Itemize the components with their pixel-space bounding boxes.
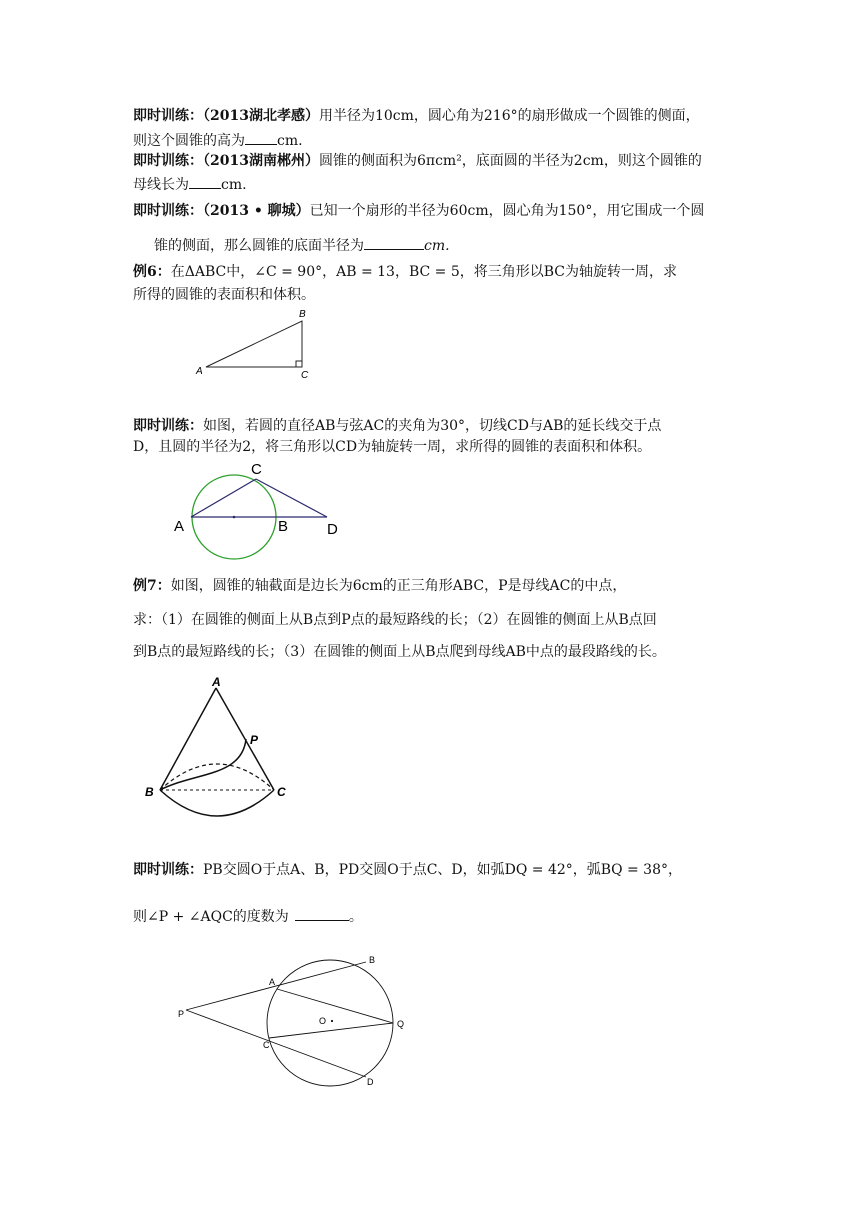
- vertex-label-a: A: [212, 675, 221, 689]
- triangle-abc: [206, 321, 302, 367]
- chord-ac: [191, 479, 256, 517]
- practice-label: 即时训练：: [133, 203, 203, 219]
- vertex-label-a: A: [196, 366, 203, 377]
- tangent-cd: [256, 479, 327, 517]
- circle-o: [267, 960, 393, 1086]
- point-label-a: A: [269, 977, 276, 987]
- point-label-d: D: [327, 521, 338, 538]
- practice-text: 圆锥的侧面积为6πcm²，底面圆的半径为2cm，则这个圆锥的: [318, 153, 702, 169]
- example-7-line-2: [133, 610, 657, 630]
- point-label-b: B: [369, 955, 376, 965]
- generatrix-ac: [216, 688, 274, 790]
- practice-text: PB交圆O于点A、B，PD交圆O于点C、D，如弧DQ = 42°，弧BQ = 38°，: [203, 862, 682, 878]
- answer-blank: [245, 130, 277, 145]
- cone-figure: [140, 672, 300, 832]
- practice-source: （2013 • 聊城）: [203, 203, 310, 219]
- point-label-o: O: [319, 1016, 327, 1026]
- center-dot: [331, 1020, 333, 1022]
- example-7-line-1: [133, 576, 626, 596]
- practice-3-line-2: [154, 235, 450, 256]
- example-text: 求：（1）在圆锥的侧面上从B点到P点的最短路线的长；（2）在圆锥的侧面上从B点回: [133, 612, 657, 628]
- practice-text: D，且圆的半径为2，将三角形以CD为轴旋转一周，求所得的圆锥的表面积和体积。: [133, 439, 652, 455]
- example-text: 在ΔABC中，∠C = 90°，AB = 13，BC = 5，将三角形以BC为轴旋转一周，求: [170, 264, 678, 280]
- example-6-line-2: [133, 285, 315, 305]
- point-label-d: D: [367, 1077, 374, 1087]
- practice-2-line-1: [133, 151, 702, 171]
- practice-text: 母线长为: [133, 177, 189, 193]
- practice-2-line-2: [133, 174, 247, 195]
- chord-cq: [269, 1023, 393, 1038]
- point-label-p: P: [250, 733, 259, 747]
- practice-text: 用半径为10cm，圆心角为216°的扇形做成一个圆锥的侧面，: [318, 108, 700, 124]
- practice-1-line-1: [133, 106, 700, 126]
- base-front-arc: [160, 790, 274, 816]
- example-label: 例7：: [133, 578, 171, 594]
- practice-text: 如图，若圆的直径AB与弦AC的夹角为30°，切线CD与AB的延长线交于点: [203, 418, 662, 434]
- unit-text: cm.: [424, 238, 450, 254]
- circle-tangent-figure: [170, 455, 360, 565]
- example-text: 如图，圆锥的轴截面是边长为6cm的正三角形ABC，P是母线AC的中点，: [170, 578, 627, 594]
- answer-blank: [189, 174, 221, 189]
- center-dot: [233, 516, 236, 519]
- point-label-q: Q: [397, 1019, 405, 1029]
- practice-text: 锥的侧面，那么圆锥的底面半径为: [154, 238, 364, 254]
- practice-source: （2013湖南郴州）: [203, 153, 319, 169]
- practice-text: 已知一个扇形的半径为60cm，圆心角为150°，用它围成一个圆: [309, 203, 705, 219]
- practice-4-line-2: [133, 437, 651, 457]
- unit-text: cm.: [221, 177, 247, 193]
- answer-blank: [295, 906, 349, 921]
- point-label-b: B: [145, 785, 154, 799]
- practice-text: 则∠P + ∠AQC的度数为: [133, 909, 289, 925]
- practice-text-end: 。: [348, 909, 363, 925]
- point-label-c: C: [263, 1040, 270, 1050]
- right-triangle-figure: [190, 305, 330, 385]
- right-angle-mark: [296, 361, 302, 367]
- answer-blank: [364, 235, 424, 250]
- point-label-c: C: [277, 785, 286, 799]
- secant-pd: [186, 1010, 366, 1077]
- unit-text: cm.: [277, 133, 303, 149]
- secant-pb: [186, 962, 366, 1010]
- practice-label: 即时训练：: [133, 862, 203, 878]
- practice-label: 即时训练：: [133, 153, 203, 169]
- practice-text: 则这个圆锥的高为: [133, 133, 245, 149]
- practice-label: 即时训练：: [133, 418, 203, 434]
- practice-label: 即时训练：: [133, 108, 203, 124]
- vertex-label-c: C: [301, 370, 309, 381]
- chord-aq: [277, 989, 393, 1023]
- vertex-label-b: B: [299, 309, 306, 320]
- point-label-p: P: [178, 1009, 185, 1019]
- practice-5-line-2: [133, 906, 363, 927]
- practice-4-line-1: [133, 416, 661, 436]
- point-label-b: B: [278, 518, 289, 535]
- base-back-arc: [160, 764, 274, 790]
- example-text: 所得的圆锥的表面积和体积。: [133, 287, 315, 303]
- practice-source: （2013湖北孝感）: [203, 108, 319, 124]
- practice-3-line-1: [133, 201, 704, 221]
- circle-secant-figure: [170, 950, 430, 1100]
- example-6-line-1: [133, 262, 677, 282]
- point-label-a: A: [174, 518, 185, 535]
- example-text: 到B点的最短路线的长；（3）在圆锥的侧面上从B点爬到母线AB中点的最段路线的长。: [133, 644, 666, 660]
- example-7-line-3: [133, 642, 666, 662]
- example-label: 例6：: [133, 264, 171, 280]
- practice-1-line-2: [133, 130, 303, 151]
- practice-5-line-1: [133, 860, 682, 880]
- point-label-c: C: [251, 461, 262, 478]
- path-b-to-p: [160, 739, 246, 790]
